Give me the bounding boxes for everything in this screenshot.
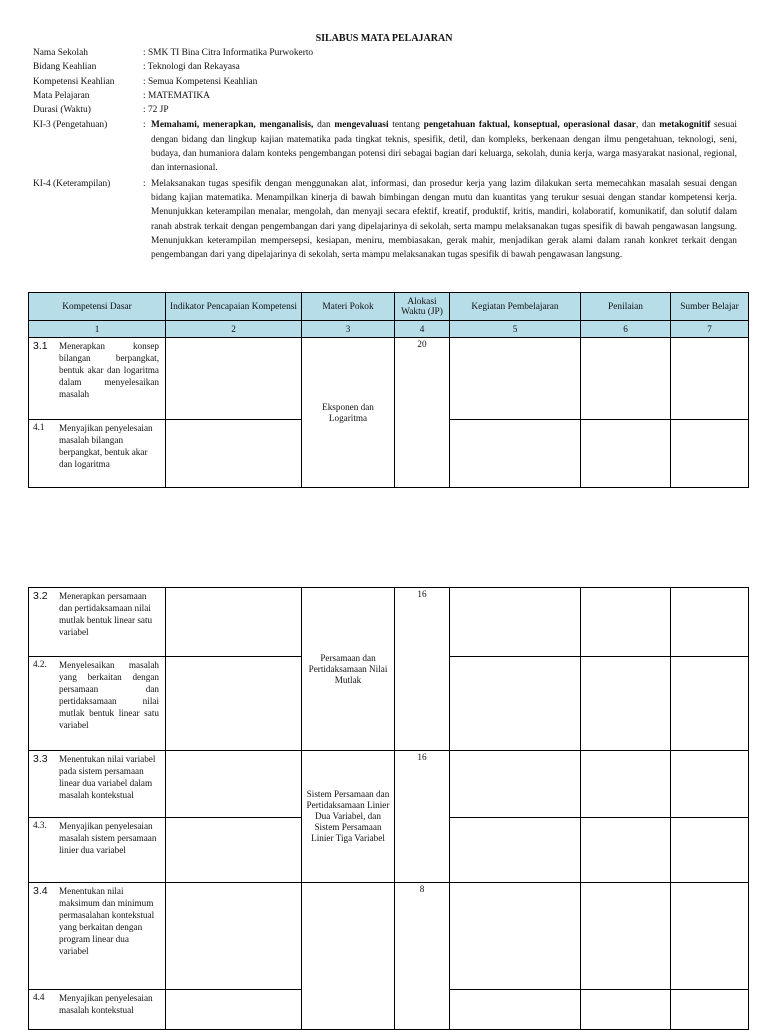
materi-cell — [302, 883, 395, 1030]
kd-text: Menentukan nilai variabel pada sistem persamaan linear dua variabel dalam masalah kontekstual — [59, 754, 156, 800]
ki3-text — [151, 118, 737, 175]
info-label: Mata Pelajaran — [33, 90, 90, 101]
ki3-bold: pengetahuan faktual, konseptual, operasional dasar — [423, 120, 636, 131]
info-value: : MATEMATIKA — [143, 90, 210, 101]
kegiatan-cell — [450, 751, 581, 818]
alokasi-cell: 20 — [395, 338, 450, 488]
kd-number: 3.4 — [33, 885, 48, 897]
indikator-cell — [166, 883, 302, 990]
penilaian-cell — [581, 657, 671, 751]
ki3-part: tentang — [388, 120, 424, 131]
kd-number: 4.1 — [33, 422, 45, 432]
header-kegiatan: Kegiatan Pembelajaran — [450, 293, 581, 321]
penilaian-cell — [581, 883, 671, 990]
info-label: Bidang Keahlian — [33, 62, 97, 73]
info-value: : Teknologi dan Rekayasa — [143, 62, 240, 73]
kd-number: 3.3 — [33, 753, 48, 765]
kd-text: Menyajikan penyelesaian masalah kontekstual — [59, 993, 153, 1015]
ki3-part: dan — [313, 120, 335, 131]
sumber-cell — [671, 588, 749, 657]
alokasi-cell: 8 — [395, 883, 450, 1030]
info-value: : Semua Kompetensi Keahlian — [143, 76, 258, 87]
kd-text: Menentukan nilai maksimum dan minimum permasalahan kontekstual yang berkaitan dengan program linear dua variabel — [59, 886, 155, 956]
kd-text: Menyajikan penyelesaian masalah sistem persamaan linier dua variabel — [59, 821, 157, 855]
header-materi-pokok: Materi Pokok — [302, 293, 395, 321]
info-value: : 72 JP — [143, 105, 169, 116]
sumber-cell — [671, 657, 749, 751]
syllabus-info: Nama Sekolah : SMK TI Bina Citra Informatika Purwokerto Bidang Keahlian : Teknologi dan Rekayasa Kompetensi Keahlian : Semua Kompetensi Keahlian Mata Pelajaran : MATEMATIKA Durasi (Waktu) : 72 JP KI-3 (Pengetahuan) : Memahami, menerapkan, menganalisis, dan mengevaluasi tentang pengetahuan faktual, konseptual, operasional dasar, dan metakognitif sesuai dengan bidang dan lingkup kajian matematika pada tingkat teknis, spesifik, detil, dan kompleks, berkenaan dengan ilmu pengetahuan, teknologi, seni, budaya, dan humaniora dalam konteks pengembangan potensi diri sebagai bagian dari keluarga, sekolah, dunia kerja, warga masyarakat nasional, regional, dan internasional. KI-4 (Keterampilan) : Melaksanakan tugas spesifik dengan menggunakan alat, informasi, dan prosedur kerja yang lazim dilakukan serta memecahkan masalah sesuai dengan bidang kajian matematika. Menampilkan kinerja di bawah bimbingan dengan mutu dan kuantitas yang terukur sesuai dengan standar kompetensi kerja. Menunjukkan keterampilan menalar, mengolah, dan menyaji secara efektif, kreatif, produktif, kritis, mandiri, kolaboratif, komunikatif, dan solutif dalam ranah abstrak terkait dengan pengembangan dari yang dipelajarinya di sekolah, serta mampu melaksanakan tugas spesifik di bawah pengawasan langsung. Menunjukkan keterampilan mempersepsi, kesiapan, meniru, membiasakan, gerak mahir, menjadikan gerak alami dalam ranah konkret terkait dengan pengembangan dari yang dipelajarinya di sekolah, serta mampu melaksanakan tugas spesifik di bawah pengawasan langsung. — [33, 46, 737, 262]
col-number: 5 — [450, 321, 581, 338]
ki3-bold: Memahami, menerapkan, menganalisis, — [151, 120, 314, 131]
penilaian-cell — [581, 338, 671, 420]
header-sumber-belajar: Sumber Belajar — [671, 293, 749, 321]
kd-text: Menerapkan persamaan dan pertidaksamaan nilai mutlak bentuk linear satu variabel — [59, 591, 153, 637]
col-number: 2 — [166, 321, 302, 338]
kd-cell — [29, 883, 166, 990]
kegiatan-cell — [450, 420, 581, 488]
syllabus-table-1 — [28, 292, 749, 488]
kd-number: 3.2 — [33, 590, 48, 602]
sumber-cell — [671, 883, 749, 990]
kegiatan-cell — [450, 588, 581, 657]
kd-cell — [29, 588, 166, 657]
kd-cell — [29, 751, 166, 818]
kd-number: 4.2. — [33, 659, 47, 669]
info-label: Nama Sekolah — [33, 48, 88, 58]
kd-cell — [29, 420, 166, 488]
indikator-cell — [166, 818, 302, 883]
col-number: 6 — [581, 321, 671, 338]
page-title: SILABUS MATA PELAJARAN — [315, 33, 453, 44]
kegiatan-cell — [450, 338, 581, 420]
indikator-cell — [166, 751, 302, 818]
header-penilaian: Penilaian — [581, 293, 671, 321]
info-label: Kompetensi Keahlian — [33, 76, 115, 87]
penilaian-cell — [581, 818, 671, 883]
materi-cell: Sistem Persamaan dan Pertidaksamaan Linier Dua Variabel, dan Sistem Persamaan Linier Tiga Variabel — [302, 751, 395, 883]
kd-text: Menerapkan konsep bilangan berpangkat, bentuk akar dan logaritma dalam menyelesaikan masalah — [59, 341, 159, 399]
sumber-cell — [671, 338, 749, 420]
penilaian-cell — [581, 588, 671, 657]
kd-number: 3.1 — [33, 340, 48, 352]
ki3-bold: mengevaluasi — [334, 120, 389, 131]
alokasi-cell: 16 — [395, 588, 450, 751]
kegiatan-cell — [450, 657, 581, 751]
sumber-cell — [671, 420, 749, 488]
syllabus-table-2 — [28, 587, 749, 1030]
kd-text: Menyajikan penyelesaian masalah bilangan berpangkat, bentuk akar dan logaritma — [59, 423, 153, 469]
kd-cell — [29, 818, 166, 883]
indikator-cell — [166, 338, 302, 420]
ki3-part: , dan — [635, 120, 660, 131]
kd-number: 4.4 — [33, 992, 45, 1002]
materi-cell: Eksponen dan Logaritma — [302, 338, 395, 488]
sumber-cell — [671, 751, 749, 818]
kegiatan-cell — [450, 883, 581, 990]
ki4-label: KI-4 (Keterampilan) — [33, 178, 111, 189]
kd-number: 4.3. — [33, 820, 47, 830]
ki3-label: KI-3 (Pengetahuan) — [33, 120, 108, 131]
indikator-cell — [166, 420, 302, 488]
col-number: 4 — [395, 321, 450, 338]
penilaian-cell — [581, 420, 671, 488]
col-number: 3 — [302, 321, 395, 338]
indikator-cell — [166, 588, 302, 657]
kd-text: Menyelesaikan masalah yang berkaitan dengan persamaan dan pertidaksamaan nilai mutlak bentuk linear satu variabel — [59, 660, 159, 730]
penilaian-cell — [581, 751, 671, 818]
ki3-bold: metakognitif — [659, 120, 711, 131]
kegiatan-cell — [450, 818, 581, 883]
col-number: 1 — [29, 321, 166, 338]
col-number: 7 — [671, 321, 749, 338]
header-kompetensi-dasar: Kompetensi Dasar — [29, 293, 166, 321]
kd-cell — [29, 657, 166, 751]
sumber-cell — [671, 818, 749, 883]
info-value: : SMK TI Bina Citra Informatika Purwokerto — [143, 48, 314, 58]
header-alokasi-waktu: Alokasi Waktu (JP) — [395, 293, 450, 321]
info-label: Durasi (Waktu) — [33, 105, 91, 116]
ki4-text: Melaksanakan tugas spesifik dengan menggunakan alat, informasi, dan prosedur kerja yang lazim dilakukan serta memecahkan masalah sesuai dengan bidang kajian matematika. Menampilkan kinerja di bawah bimbingan dengan mutu dan kuantitas yang terukur sesuai dengan standar kompetensi kerja. Menunjukkan keterampilan menalar, mengolah, dan menyaji secara efektif, kreatif, produktif, kritis, mandiri, kolaboratif, komunikatif, dan solutif dalam ranah abstrak terkait dengan pengembangan dari yang dipelajarinya di sekolah, serta mampu melaksanakan tugas spesifik di bawah pengawasan langsung. Menunjukkan keterampilan mempersepsi, kesiapan, meniru, membiasakan, gerak mahir, menjadikan gerak alami dalam ranah konkret terkait dengan pengembangan dari yang dipelajarinya di sekolah, serta mampu melaksanakan tugas spesifik di bawah pengawasan langsung. — [151, 178, 737, 261]
alokasi-cell: 16 — [395, 751, 450, 883]
materi-cell: Persamaan dan Pertidaksamaan Nilai Mutlak — [302, 588, 395, 751]
indikator-cell — [166, 657, 302, 751]
kd-cell — [29, 338, 166, 420]
header-indikator: Indikator Pencapaian Kompetensi — [166, 293, 302, 321]
ki3-part: sesuai dengan bidang dan lingkup kajian matematika pada tingkat teknis, spesifik, detil, dan kompleks, berkenaan dengan ilmu pengetahuan, teknologi, seni, budaya, dan humaniora dalam konteks pengembangan potensi diri sebagai bagian dari keluarga, sekolah, dunia kerja, warga masyarakat nasional, regional, dan internasional. — [151, 120, 737, 174]
